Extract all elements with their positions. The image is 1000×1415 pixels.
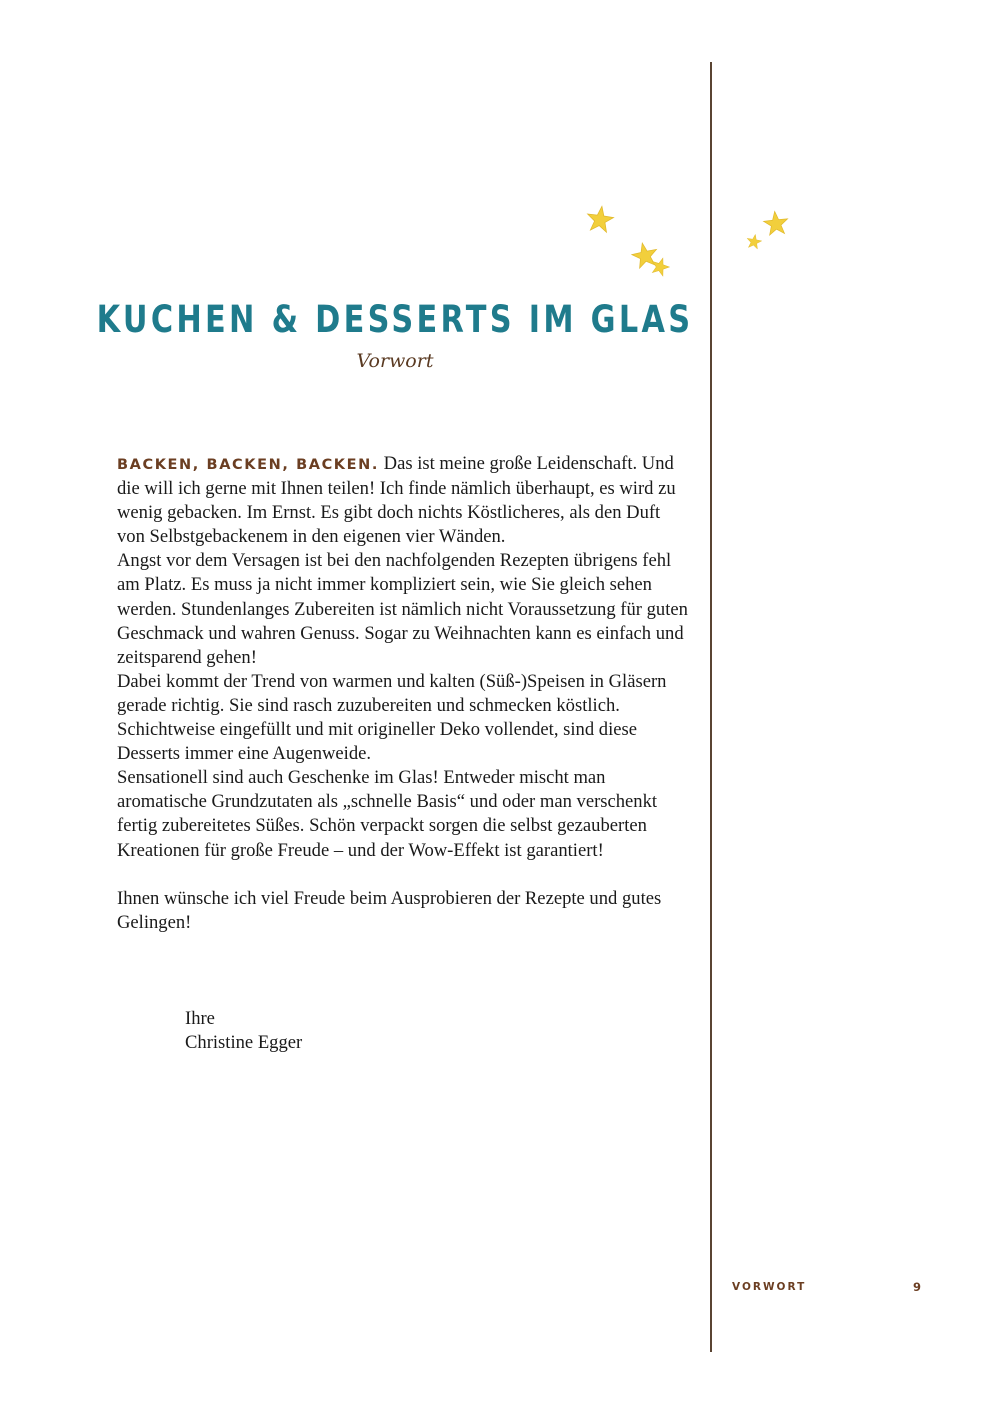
paragraph: Angst vor dem Versagen ist bei den nachfolgenden Rezepten übrigens fehl am Platz. Es muss ja nicht immer kompliziert sein, wie Sie gleich sehen werden. Stundenlanges Zubereiten ist nämlich nicht Voraussetzung für guten Geschmack und wahren Genuss. Sogar zu Weihnachten kann es einfach und zeitsparend gehen!: [117, 550, 688, 668]
paragraph: [117, 452, 692, 549]
star-icon: [649, 255, 671, 277]
page-number: 9: [913, 1280, 922, 1294]
paragraph: Ihnen wünsche ich viel Freude beim Ausprobieren der Rezepte und gutes Gelingen!: [117, 887, 662, 933]
star-icon: [763, 210, 789, 235]
paragraph-spacer: [117, 863, 692, 887]
signature-closing: Ihre: [185, 1008, 215, 1029]
footer-section-label: VORWORT: [732, 1281, 807, 1293]
signature-name: Christine Egger: [185, 1032, 303, 1054]
lead-in: BACKEN, BACKEN, BACKEN.: [117, 457, 379, 473]
body-text: [117, 452, 692, 935]
signature: [185, 1007, 302, 1055]
paragraph: Dabei kommt der Trend von warmen und kalten (Süß-)Speisen in Gläsern gerade richtig. Sie sind rasch zuzubereiten und schmecken köstlich. Schichtweise eingefüllt und mit origineller Deko vollendet, sind diese Desserts immer eine Augenweide.: [117, 670, 667, 765]
paragraph-text: Das ist meine große Leidenschaft. Und die will ich gerne mit Ihnen teilen! Ich finde nämlich überhaupt, es wird zu wenig gebacken. Im Ernst. Es gibt doch nichts Köstlicheres, als den Duft von Selbstgebackenem in den eigenen vier Wänden.: [117, 453, 676, 548]
page-subtitle: Vorwort: [356, 350, 434, 372]
paragraph: Sensationell sind auch Geschenke im Glas! Entweder mischt man aromatische Grundzutaten als „schnelle Basis“ und oder man verschenkt fertig zubereitetes Süßes. Schön verpackt sorgen die selbst gezauberten Kreationen für große Freude – und der Wow-Effekt ist garantiert!: [117, 767, 658, 861]
star-icon: [585, 205, 614, 233]
star-icon: [746, 233, 763, 249]
page-title: KUCHEN & DESSERTS IM GLAS: [96, 298, 694, 341]
star-decoration: [570, 190, 810, 290]
